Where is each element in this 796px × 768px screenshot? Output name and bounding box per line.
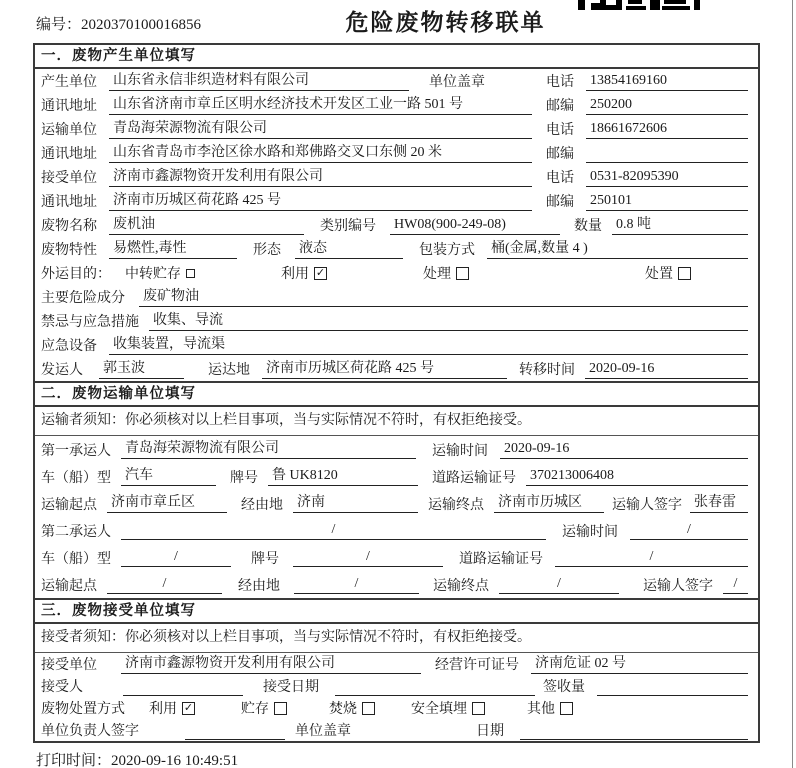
row-waste-character	[35, 237, 758, 261]
disposal-other-checkbox	[560, 702, 573, 715]
phone3-label: 电话	[546, 171, 574, 186]
transporter-value: 青岛海荣源物流有限公司	[109, 120, 532, 139]
acceptor-label: 接受人	[41, 680, 83, 695]
zip2-value	[586, 144, 748, 163]
transporter-left	[41, 119, 546, 139]
zip1-value: 250200	[586, 96, 748, 115]
row-transporter-address	[35, 141, 758, 165]
row-waste-name	[35, 213, 758, 237]
row-carrier1	[35, 436, 758, 463]
qr-code-fragment-icon	[578, 0, 700, 10]
addr2-label: 通讯地址	[41, 147, 97, 162]
accept-date-label: 接受日期	[263, 680, 319, 695]
accept-unit-value: 济南市鑫源物资开发利用有限公司	[121, 655, 421, 674]
zip3-value: 250101	[586, 192, 748, 211]
equipment-label: 应急设备	[41, 339, 97, 354]
time1-value: 2020-09-16	[500, 440, 748, 459]
plate1-label: 牌号	[230, 470, 258, 486]
sign1-label: 运输人签字	[612, 497, 682, 513]
plate2-label: 牌号	[251, 551, 279, 567]
manager-sign-value	[185, 721, 285, 740]
disposal-store-checkbox	[274, 702, 287, 715]
operate-license-label: 经营许可证号	[435, 658, 519, 673]
addr3-value: 济南市历城区荷花路 425 号	[109, 192, 532, 211]
license1-value: 370213006408	[526, 467, 748, 486]
addr2-value: 山东省青岛市李沧区徐水路和郑佛路交叉口东侧 20 米	[109, 144, 532, 163]
manager-sign-label: 单位负责人签字	[41, 724, 139, 739]
time2-value: /	[630, 521, 748, 540]
date-value	[520, 721, 748, 740]
zip2-label: 邮编	[546, 147, 574, 162]
disposal-use-checkbox: ✓	[183, 701, 194, 714]
purpose-transfer-label: 中转贮存	[125, 267, 181, 282]
purpose-transfer-checkbox	[186, 269, 195, 278]
transfer-date-value: 2020-09-16	[585, 360, 748, 379]
disposal-burn-checkbox	[362, 702, 375, 715]
form-label: 形态	[253, 243, 281, 258]
addr2-left	[41, 143, 546, 163]
purpose-treat-checkbox	[456, 267, 469, 280]
sign2-value: /	[723, 575, 748, 594]
origin2-label: 运输起点	[41, 578, 97, 594]
receiver-left	[41, 167, 546, 187]
carrier1-label: 第一承运人	[41, 443, 111, 459]
end1-value: 济南市历城区	[494, 494, 604, 513]
emergency-label: 禁忌与应急措施	[41, 315, 139, 330]
accept-unit-label: 接受单位	[41, 658, 97, 673]
row-equipment	[35, 333, 758, 357]
phone2-label: 电话	[546, 123, 574, 138]
addr1-label: 通讯地址	[41, 99, 97, 114]
row-purpose	[35, 261, 758, 285]
vehicle1-value: 汽车	[121, 467, 216, 486]
via1-value: 济南	[293, 494, 418, 513]
via1-label: 经由地	[241, 497, 283, 513]
plate2-value: /	[293, 548, 443, 567]
equipment-value: 收集装置，导流渠	[109, 336, 748, 355]
hazard-value: 废矿物油	[139, 288, 748, 307]
disposal-other-label: 其他	[527, 702, 555, 717]
shipper-value: 郭玉波	[99, 360, 184, 379]
purpose-dispose-label: 处置	[645, 267, 673, 282]
waste-name-label: 废物名称	[41, 219, 97, 234]
purpose-dispose-checkbox	[678, 267, 691, 280]
producer-value: 山东省永信非织造材料有限公司	[109, 72, 409, 91]
row-accept-unit	[35, 653, 758, 675]
purpose-use-checkbox: ✓	[315, 266, 326, 279]
carrier2-value: /	[121, 521, 546, 540]
license2-value: /	[555, 548, 748, 567]
quantity-value: 0.8 吨	[612, 216, 748, 235]
received-qty-label: 签收量	[543, 680, 585, 695]
phone3-value: 0531-82095390	[586, 168, 748, 187]
producer-left	[41, 71, 546, 91]
section2-header: 二．废物运输单位填写	[35, 381, 758, 407]
serial-value: 2020370100016856	[81, 17, 202, 33]
transporter-notice: 运输者须知：你必须核对以上栏目事项，当与实际情况不符时，有权拒绝接受。	[35, 407, 758, 436]
character-label: 废物特性	[41, 243, 97, 258]
time2-label: 运输时间	[562, 524, 618, 540]
row-receiver-address	[35, 189, 758, 213]
end1-label: 运输终点	[428, 497, 484, 513]
addr3-left	[41, 191, 546, 211]
packing-value: 桶(金属,数量 4 )	[487, 240, 748, 259]
waste-name-value: 废机油	[109, 216, 304, 235]
serial-label: 编号：	[36, 17, 82, 33]
end2-value: /	[499, 575, 619, 594]
row-route2	[35, 571, 758, 598]
dest-value: 济南市历城区荷花路 425 号	[262, 360, 507, 379]
plate1-value: 鲁 UK8120	[268, 467, 418, 486]
row-vehicle2	[35, 544, 758, 571]
time1-label: 运输时间	[432, 443, 488, 459]
carrier2-label: 第二承运人	[41, 524, 111, 540]
origin1-value: 济南市章丘区	[107, 494, 227, 513]
print-time-value: 2020-09-16 10:49:51	[111, 753, 239, 768]
addr3-label: 通讯地址	[41, 195, 97, 210]
operate-license-value: 济南危证 02 号	[531, 655, 748, 674]
page-edge-line	[792, 0, 793, 768]
row-producer-address	[35, 93, 758, 117]
transporter-label: 运输单位	[41, 123, 97, 138]
row-disposal	[35, 697, 758, 719]
license1-label: 道路运输证号	[432, 470, 516, 486]
row-carrier2	[35, 517, 758, 544]
purpose-treat-label: 处理	[423, 267, 451, 282]
receiver-value: 济南市鑫源物资开发利用有限公司	[109, 168, 532, 187]
disposal-landfill-checkbox	[472, 702, 485, 715]
phone2-value: 18661672606	[586, 120, 748, 139]
character-value: 易燃性,毒性	[109, 240, 237, 259]
category-value: HW08(900-249-08)	[390, 216, 560, 235]
row-hazard	[35, 285, 758, 309]
row-vehicle1	[35, 463, 758, 490]
disposal-label: 废物处置方式	[41, 702, 125, 717]
page-title: 危险废物转移联单	[345, 10, 546, 35]
disposal-store-label: 贮存	[241, 702, 269, 717]
acceptor-value	[123, 677, 243, 696]
unit-seal-label: 单位盖章	[295, 724, 351, 739]
shipper-label: 发运人	[41, 363, 83, 378]
row-acceptor	[35, 675, 758, 697]
row-shipper	[35, 357, 758, 381]
purpose-label: 外运目的：	[41, 267, 111, 282]
packing-label: 包装方式	[419, 243, 475, 258]
origin1-label: 运输起点	[41, 497, 97, 513]
zip3-label: 邮编	[546, 195, 574, 210]
disposal-burn-label: 焚烧	[329, 702, 357, 717]
row-transporter	[35, 117, 758, 141]
vehicle1-label: 车（船）型	[41, 470, 111, 486]
date-label: 日期	[476, 724, 504, 739]
emergency-value: 收集、导流	[149, 312, 748, 331]
accept-date-value	[335, 677, 535, 696]
receiver-label: 接受单位	[41, 171, 97, 186]
form-value: 液态	[295, 240, 403, 259]
disposal-landfill-label: 安全填埋	[411, 702, 467, 717]
row-receiver	[35, 165, 758, 189]
carrier1-value: 青岛海荣源物流有限公司	[121, 440, 416, 459]
receiver-notice: 接受者须知：你必须核对以上栏目事项，当与实际情况不符时，有权拒绝接受。	[35, 624, 758, 653]
producer-label: 产生单位	[41, 75, 97, 90]
addr1-left	[41, 95, 546, 115]
received-qty-value	[597, 677, 748, 696]
hazard-label: 主要危险成分	[41, 291, 125, 306]
purpose-use-label: 利用	[281, 267, 309, 282]
row-emergency	[35, 309, 758, 333]
vehicle2-label: 车（船）型	[41, 551, 111, 567]
category-label: 类别编号	[320, 219, 376, 234]
print-time-label: 打印时间：	[36, 753, 112, 768]
quantity-label: 数量	[574, 219, 602, 234]
phone1-label: 电话	[546, 75, 574, 90]
origin2-value: /	[107, 575, 222, 594]
end2-label: 运输终点	[433, 578, 489, 594]
section1-header: 一．废物产生单位填写	[35, 45, 758, 69]
disposal-use-label: 利用	[149, 702, 177, 717]
row-producer	[35, 69, 758, 93]
addr1-value: 山东省济南市章丘区明水经济技术开发区工业一路 501 号	[109, 96, 532, 115]
row-manager-sign	[35, 719, 758, 741]
section3-header: 三．废物接受单位填写	[35, 598, 758, 624]
form-table	[33, 43, 760, 743]
sign1-value: 张春雷	[690, 494, 748, 513]
vehicle2-value: /	[121, 548, 231, 567]
via2-label: 经由地	[238, 578, 280, 594]
sign2-label: 运输人签字	[643, 578, 713, 594]
transfer-date-label: 转移时间	[519, 363, 575, 378]
phone1-value: 13854169160	[586, 72, 748, 91]
seal-label: 单位盖章	[429, 75, 485, 90]
zip1-label: 邮编	[546, 99, 574, 114]
dest-label: 运达地	[208, 363, 250, 378]
print-time	[36, 749, 238, 768]
via2-value: /	[294, 575, 419, 594]
row-route1	[35, 490, 758, 517]
license2-label: 道路运输证号	[459, 551, 543, 567]
